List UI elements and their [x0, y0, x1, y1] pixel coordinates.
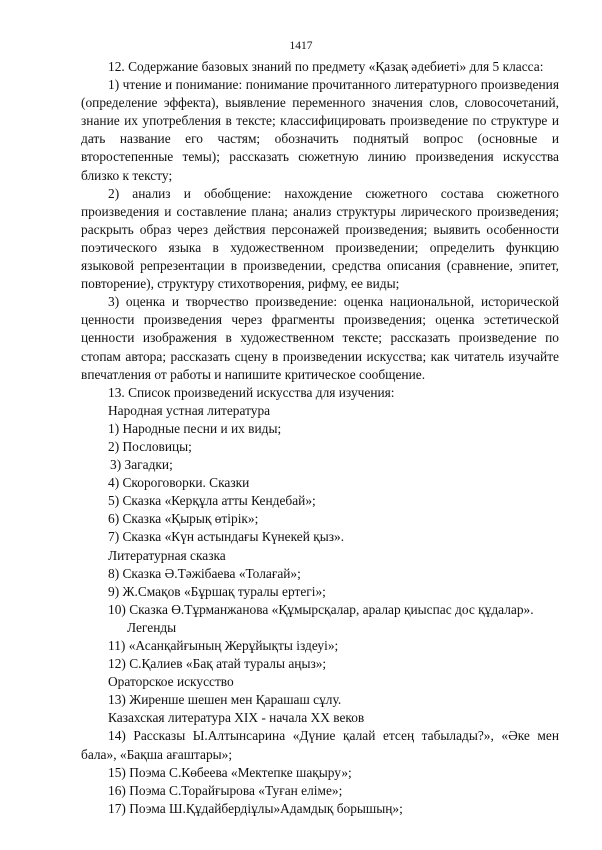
folk-literature-heading: Народная устная литература	[108, 402, 271, 418]
section-12-item-3: 3) оценка и творчество произведение: оценка национальной, исторической ценности произведения через фрагменты произведения; оценка эстетической ценности изображения в художественном тексте; рассказать произведение по стопам автора; рассказать сцену в произведении искусства; как читатель изучайте впечатления от работы и напишите критическое сообщение.	[81, 294, 559, 382]
list-item: 15) Поэма С.Көбеева «Мектепке шақыру»;	[108, 764, 352, 780]
section-12-heading: 12. Содержание базовых знаний по предмету «Қазақ әдебиеті» для 5 класса:	[108, 59, 544, 74]
list-item: 1) Народные песни и их виды;	[108, 420, 282, 436]
list-item: 3) Загадки;	[110, 457, 173, 473]
literary-tale-heading: Литературная сказка	[108, 547, 226, 563]
list-item: 14) Рассказы Ы.Алтынсарина «Дүние қалай етсең табылады?», «Әке мен бала», «Бақша ағаштары»;	[81, 728, 559, 762]
list-item: 11) «Асанқайғының Жерұйықты іздеуі»;	[108, 638, 339, 653]
list-item: 7) Сказка «Күн астындағы Күнекей қыз».	[108, 529, 345, 545]
page-number: 1417	[289, 40, 313, 52]
section-13-heading: 13. Список произведений искусства для изучения:	[108, 384, 395, 400]
section-12-item-2: 2) анализ и обобщение: нахождение сюжетного состава сюжетного произведения и составление плана; анализ структуры лирического произведения; раскрыть образ через действия персонажей произведения; выявить особенности поэтического языка в художественном произведении; определить функцию языковой репрезентации в произведении, средства описания (сравнение, эпитет, повторение), структуру стихотворения, рифму, ее виды;	[81, 185, 559, 292]
list-item: 4) Скороговорки. Сказки	[108, 475, 250, 491]
kazakh-literature-19-20-heading: Казахская литература XIX - начала XX веков	[108, 710, 365, 726]
list-item: 13) Жиренше шешен мен Қарашаш сұлу.	[108, 692, 342, 708]
list-item: 8) Сказка Ә.Тәжібаева «Толағай»;	[108, 565, 301, 581]
list-item: 2) Пословицы;	[108, 438, 192, 454]
list-item: 9) Ж.Смақов «Бұршақ туралы ертегі»;	[108, 583, 326, 599]
section-12-item-1: 1) чтение и понимание: понимание прочитанного литературного произведения (определение эффекта), выявление переменного значения слов, словосочетаний, знание их употребления в тексте; классифицировать произведение по структуре и дать название его частям; обозначить поднятый вопрос (основные и второстепенные темы); рассказать сюжетную линию произведения искусства близко к тексту;	[81, 77, 559, 183]
list-item: 10) Сказка Ө.Тұрманжанова «Құмырсқалар, аралар қиыспас дос құдалар».	[108, 601, 534, 617]
oratory-heading: Ораторское искусство	[108, 674, 234, 690]
document-body	[81, 58, 559, 818]
legends-heading: Легенды	[127, 619, 177, 635]
list-item: 17) Поэма Ш.Құдайбердіұлы»Адамдық борышың»;	[108, 800, 403, 816]
list-item: 16) Поэма С.Торайғырова «Туған еліме»;	[108, 782, 343, 798]
list-item: 6) Сказка «Қырық өтірік»;	[108, 511, 259, 527]
list-item: 12) С.Қалиев «Бақ атай туралы аңыз»;	[108, 656, 327, 672]
list-item: 5) Сказка «Керқұла атты Кендебай»;	[108, 493, 316, 509]
